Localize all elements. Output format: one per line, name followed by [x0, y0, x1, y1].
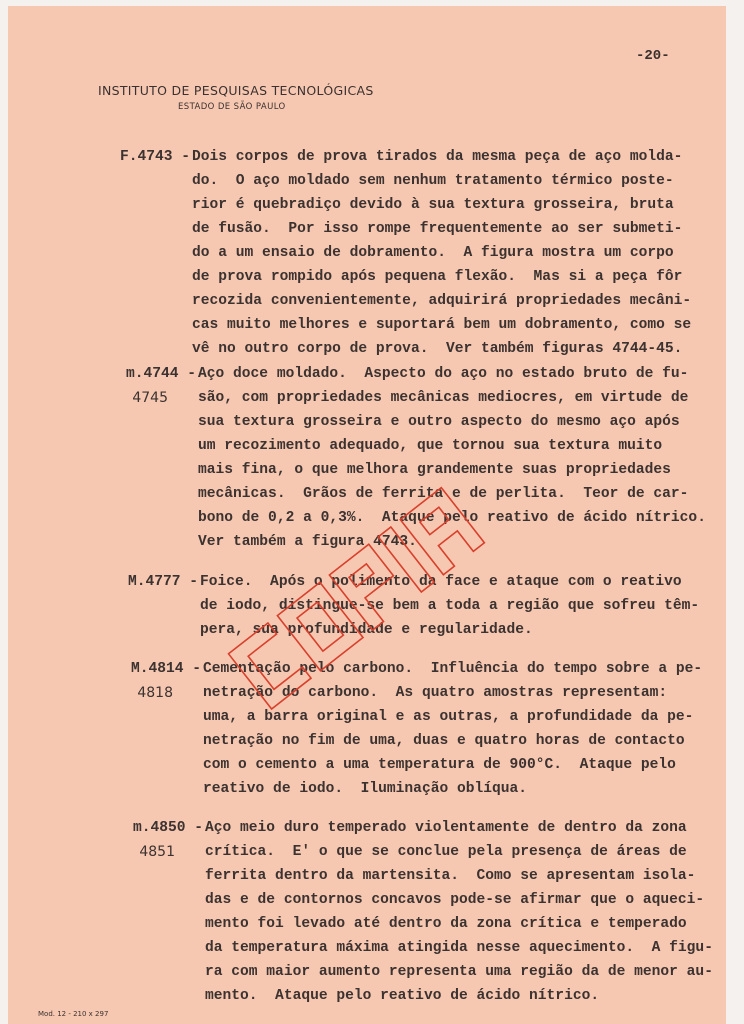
text-line: do a um ensaio de dobramento. A figura mostra um corpo — [192, 245, 674, 261]
text-line: de prova rompido após pequena flexão. Mas si a peça fôr — [192, 269, 683, 285]
figure-number: M.4814 - — [130, 661, 201, 677]
text-line: recozida convenientemente, adquirirá propriedades mecâni- — [192, 293, 692, 309]
text-line: Aço doce moldado. Aspecto do aço no estado bruto de fu- — [198, 366, 689, 382]
text-line: de fusão. Por isso rompe frequentemente ao ser submeti- — [192, 221, 683, 237]
entry-figure-label — [100, 816, 203, 864]
text-line: rior é quebradiço devido à sua textura grosseira, bruta — [192, 197, 674, 213]
text-line: reativo de iodo. Iluminação oblíqua. — [203, 781, 528, 797]
page-number: -20- — [636, 48, 670, 64]
text-line: mecânicas. Grãos de ferrita e de perlita. Teor de car- — [198, 486, 689, 502]
figure-number: m.4850 - — [132, 820, 203, 836]
text-line: uma, a barra original e as outras, a profundidade da pe- — [203, 709, 694, 725]
text-line: mais fina, o que melhora grandemente suas propriedades — [198, 462, 671, 478]
text-line: ferrita dentro da martensita. Como se apresentam isola- — [205, 868, 696, 884]
text-line: mento foi levado até dentro da zona crítica e temperado — [205, 916, 687, 932]
text-line: vê no outro corpo de prova. Ver também figuras 4744-45. — [192, 341, 683, 357]
text-line: pera, sua profundidade e regularidade. — [200, 622, 533, 638]
text-line: de iodo, distingue-se bem a toda a região que sofreu têm- — [200, 598, 700, 614]
text-line: ra com maior aumento representa uma região da de menor au- — [205, 964, 713, 980]
text-line: do. O aço moldado sem nenhum tratamento térmico poste- — [192, 173, 674, 189]
institution-header: INSTITUTO DE PESQUISAS TECNOLÓGICAS — [98, 83, 374, 98]
text-line: Foice. Após o polimento da face e ataque com o reativo — [200, 574, 682, 590]
text-line: da temperatura máxima atingida nesse aquecimento. A figu- — [205, 940, 713, 956]
text-line: Dois corpos de prova tirados da mesma peça de aço molda- — [192, 149, 683, 165]
figure-number: m.4744 - — [125, 366, 196, 382]
entry-figure-label — [100, 145, 190, 169]
text-line: netração do carbono. As quatro amostras representam: — [203, 685, 668, 701]
figure-number: M.4777 - — [127, 574, 198, 590]
entry-figure-label — [100, 570, 198, 594]
text-line: bono de 0,2 a 0,3%. Ataque pelo reativo de ácido nítrico. — [198, 510, 706, 526]
entry-figure-label — [100, 657, 201, 705]
text-line: um recozimento adequado, que tornou sua textura muito — [198, 438, 663, 454]
text-line: com o cemento a uma temperatura de 900°C. Ataque pelo — [203, 757, 676, 773]
text-line: crítica. E' o que se conclue pela presença de áreas de — [205, 844, 687, 860]
form-model-footer: Mod. 12 - 210 x 297 — [38, 1010, 109, 1018]
text-line: mento. Ataque pelo reativo de ácido nítrico. — [205, 988, 600, 1004]
figure-number-secondary: 4851 — [139, 844, 175, 860]
state-subheader: ESTADO DE SÃO PAULO — [178, 102, 286, 112]
figure-number-secondary: 4745 — [132, 390, 168, 406]
entry-description — [198, 362, 706, 554]
text-line: Ver também a figura 4743. — [198, 534, 417, 550]
entry-description — [205, 816, 713, 1008]
text-line: das e de contornos concavos pode-se afirmar que o aqueci- — [205, 892, 705, 908]
figure-number-secondary: 4818 — [137, 685, 173, 701]
entry-description — [200, 570, 699, 642]
text-line: Aço meio duro temperado violentamente de dentro da zona — [205, 820, 687, 836]
text-line: sua textura grosseira e outro aspecto do mesmo aço após — [198, 414, 680, 430]
entry-figure-label — [100, 362, 196, 410]
text-line: são, com propriedades mecânicas mediocres, em virtude de — [198, 390, 689, 406]
entry-description — [203, 657, 702, 801]
entry-description — [192, 145, 691, 361]
figure-number: F.4743 - — [119, 149, 190, 165]
text-line: cas muito melhores e suportará bem um dobramento, como se — [192, 317, 692, 333]
text-line: Cementação pelo carbono. Influência do tempo sobre a pe- — [203, 661, 703, 677]
text-line: netração no fim de uma, duas e quatro horas de contacto — [203, 733, 685, 749]
